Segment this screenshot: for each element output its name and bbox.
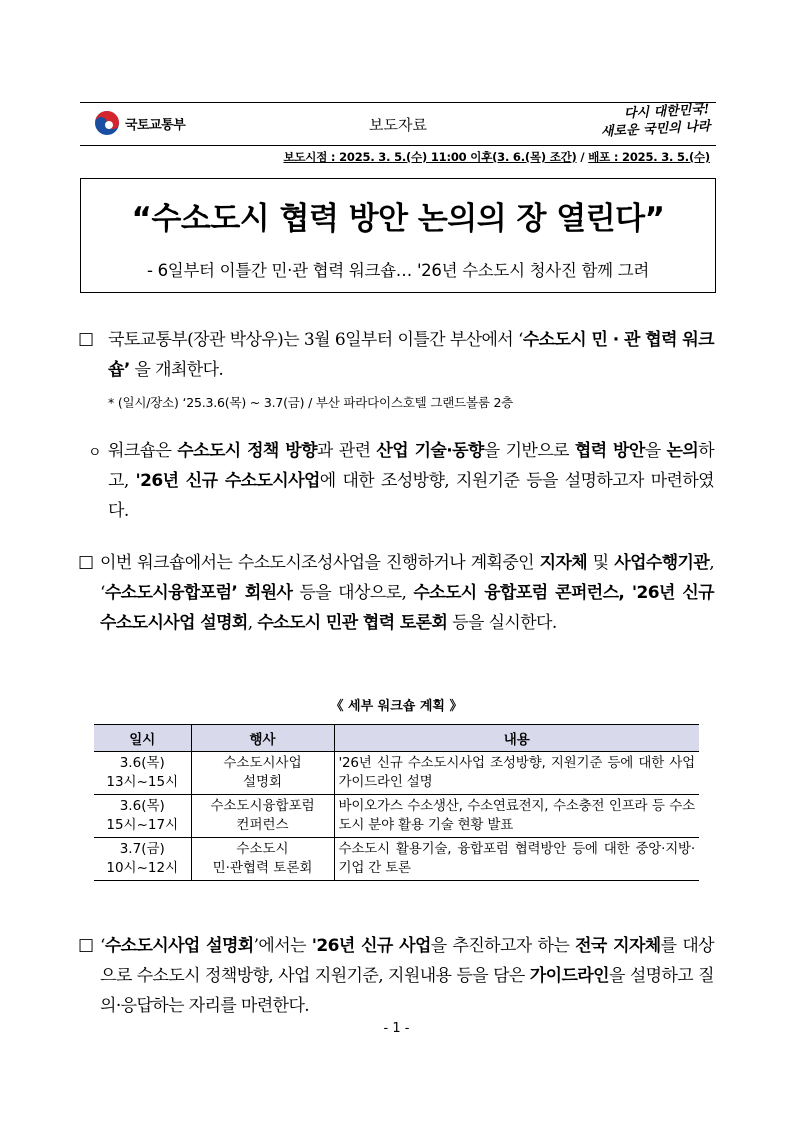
table-row — [94, 838, 699, 881]
header-event: 행사 — [191, 725, 334, 752]
release-separator: / — [576, 150, 589, 164]
title-box — [80, 178, 716, 293]
date-time: 13시~15시 — [106, 774, 179, 790]
p4-bold-2: '26년 신규 사업 — [311, 936, 431, 956]
date-cell — [94, 795, 191, 838]
event-line-2: 설명회 — [242, 774, 283, 790]
p4-bold-4: 가이드라인 — [529, 966, 609, 986]
table-row — [94, 752, 699, 795]
event-line-1: 수소도시융합포럼 — [210, 798, 315, 814]
content-cell: 수소도시 활용기술, 융합포럼 협력방안 등에 대한 중앙·지방·기업 간 토론 — [334, 838, 699, 881]
header-date: 일시 — [94, 725, 191, 752]
date-cell — [94, 838, 191, 881]
release-info — [80, 149, 710, 165]
p2-text-6: 에 대한 조성방향, 지원기준 등을 설명하고자 마련하였다. — [108, 471, 714, 521]
p4-bold-3: 전국 지자체 — [575, 936, 661, 956]
event-note: * (일시/장소) ‘25.3.6(목) ~ 3.7(금) / 부산 파라다이스호텔 그랜드볼룸 2층 — [108, 395, 514, 410]
page-number: - 1 - — [383, 1021, 410, 1036]
content-cell: 바이오가스 수소생산, 수소연료전지, 수소충전 인프라 등 수소도시 분야 활용 기술 현황 발표 — [334, 795, 699, 838]
p1-text-2: 을 개최한다. — [129, 360, 224, 380]
p3-text-6: 등을 실시한다. — [447, 613, 557, 633]
release-time: 보도시점 : 2025. 3. 5.(수) 11:00 이후(3. 6.(목) 조간) — [283, 150, 577, 164]
date-day: 3.6(목) — [119, 755, 165, 771]
p2-bold-2: 산업 기술·동향 — [376, 441, 484, 461]
date-time: 15시~17시 — [106, 817, 179, 833]
slogan-line-2: 새로운 국민의 나라 — [600, 119, 711, 140]
p3-bold-4: 수소도시 융합포럼 콘퍼런스, '26년 신규 수소도시사업 설명회 — [100, 583, 715, 633]
workshop-schedule-table — [94, 724, 699, 881]
event-line-1: 수소도시사업 — [223, 755, 302, 771]
government-slogan — [559, 101, 711, 143]
circle-bullet-icon: ㅇ — [88, 445, 102, 461]
p3-text-3: , ‘ — [100, 553, 715, 603]
p3-text-1: 이번 워크숍에서는 수소도시조성사업을 진행하거나 계획중인 — [100, 553, 540, 573]
p4-text-1: ‘ — [100, 936, 105, 956]
p3-text-2: 및 — [587, 553, 615, 573]
p2-text-2: 과 관련 — [316, 441, 377, 461]
p3-bold-2: 사업수행기관 — [614, 553, 710, 573]
event-cell — [191, 752, 334, 795]
p3-text-4: 등을 대상으로, — [292, 583, 414, 603]
date-time: 10시~12시 — [106, 860, 179, 876]
table-row — [94, 795, 699, 838]
event-cell — [191, 795, 334, 838]
paragraph-4 — [100, 931, 714, 1021]
p2-text-5: 하고, — [108, 441, 715, 491]
ministry-name: 국토교통부 — [125, 117, 186, 133]
paragraph-2 — [108, 436, 714, 526]
p4-text-2: ’에서는 — [253, 936, 312, 956]
document-header — [80, 102, 716, 146]
p1-bold-1: 수소도시 민 · 관 협력 워크숍’ — [108, 330, 714, 380]
p2-bold-5: '26년 신규 수소도시사업 — [135, 471, 320, 491]
sub-headline: - 6일부터 이틀간 민·관 협력 워크숍… '26년 수소도시 청사진 함께 그려 — [146, 261, 650, 280]
date-cell — [94, 752, 191, 795]
p4-text-5: 을 설명하고 질의·응답하는 자리를 마련한다. — [100, 966, 715, 1016]
paragraph-1 — [108, 325, 714, 385]
table-caption: 《 세부 워크숍 계획 》 — [330, 699, 463, 714]
table-header-row — [94, 725, 699, 752]
p2-bold-1: 수소도시 정책 방향 — [177, 441, 317, 461]
date-day: 3.6(목) — [119, 798, 165, 814]
distribution-date: 배포 : 2025. 3. 5.(수) — [588, 150, 710, 164]
header-content: 내용 — [334, 725, 699, 752]
p4-text-4: 를 대상으로 수소도시 정책방향, 사업 지원기준, 지원내용 등을 담은 — [100, 936, 714, 986]
event-line-2: 민·관협력 토론회 — [212, 860, 313, 876]
square-bullet-icon: □ — [78, 329, 95, 349]
document-type: 보도자료 — [369, 116, 427, 134]
p2-text-4: 을 — [644, 441, 667, 461]
square-bullet-icon: □ — [78, 552, 95, 572]
p4-bold-1: 수소도시사업 설명회 — [104, 936, 254, 956]
p3-bold-3: 수소도시융합포럼’ 회원사 — [104, 583, 293, 603]
event-line-1: 수소도시 — [236, 841, 289, 857]
p3-text-5: , — [247, 613, 258, 633]
p2-text-3: 을 기반으로 — [483, 441, 575, 461]
p1-text-1: 국토교통부(장관 박상우)는 3월 6일부터 이틀간 부산에서 ‘ — [108, 330, 523, 350]
headline: “수소도시 협력 방안 논의의 장 열린다” — [131, 201, 665, 237]
p2-bold-4: 논의 — [666, 441, 699, 461]
event-line-2: 컨퍼런스 — [236, 817, 289, 833]
p4-text-3: 을 추진하고자 하는 — [430, 936, 576, 956]
date-day: 3.7(금) — [119, 841, 165, 857]
square-bullet-icon: □ — [78, 935, 95, 955]
p2-text-1: 워크숍은 — [108, 441, 178, 461]
p2-bold-3: 협력 방안 — [574, 441, 645, 461]
event-cell — [191, 838, 334, 881]
paragraph-3 — [100, 548, 714, 638]
content-cell: '26년 신규 수소도시사업 조성방향, 지원기준 등에 대한 사업 가이드라인 설명 — [334, 752, 699, 795]
p3-bold-1: 지자체 — [539, 553, 588, 573]
p3-bold-5: 수소도시 민관 협력 토론회 — [257, 613, 448, 633]
slogan-line-1: 다시 대한민국! — [623, 102, 710, 122]
